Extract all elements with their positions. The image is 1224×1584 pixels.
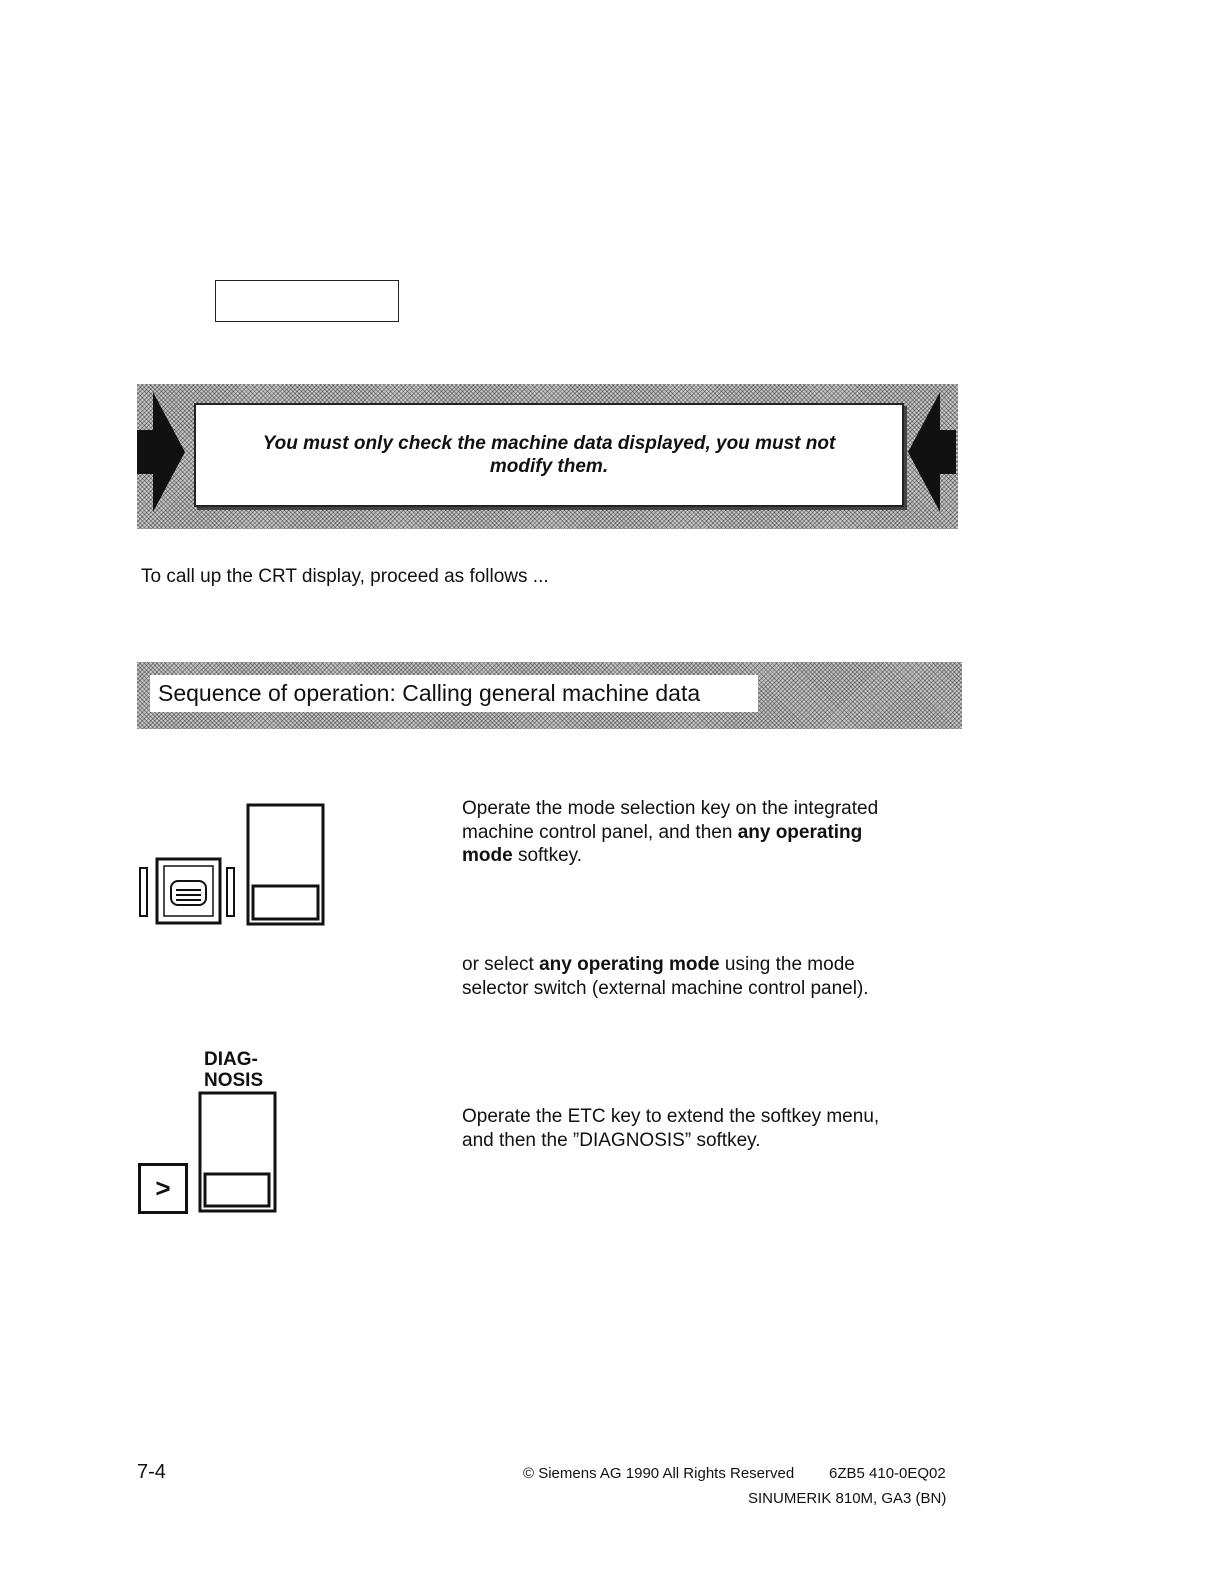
product-name: SINUMERIK 810M, GA3 (BN) (748, 1490, 947, 1507)
warning-text: You must only check the machine data displayed, you must not modify them. (262, 433, 836, 477)
softkey-icon (245, 802, 329, 928)
etc-key-icon: > (138, 1163, 188, 1214)
arrow-left-icon (908, 392, 958, 512)
step-3-text: Operate the ETC key to extend the softkey menu, and then the ”DIAGNOSIS” softkey. (462, 1106, 880, 1151)
warning-note (194, 403, 904, 507)
softkey-icon (197, 1090, 279, 1216)
step-1-text: Operate the mode selection key on the integrated machine control panel, and then any operating mode softkey. (462, 798, 879, 866)
diagnosis-softkey-label (204, 1049, 263, 1091)
diagnosis-label-line-2: NOSIS (204, 1070, 264, 1091)
arrow-right-icon (137, 392, 187, 512)
sequence-heading: Sequence of operation: Calling general machine data (150, 675, 758, 712)
intro-text: To call up the CRT display, proceed as follows ... (141, 566, 549, 587)
document-number: 6ZB5 410-0EQ02 (829, 1465, 946, 1482)
copyright-text: © Siemens AG 1990 All Rights Reserved (523, 1465, 795, 1482)
page-number: 7-4 (137, 1461, 166, 1483)
step-2-text: or select any operating mode using the mode selector switch (external machine control panel). (462, 954, 869, 999)
empty-frame-box (215, 280, 399, 322)
diagnosis-label-line-1: DIAG- (204, 1049, 258, 1070)
